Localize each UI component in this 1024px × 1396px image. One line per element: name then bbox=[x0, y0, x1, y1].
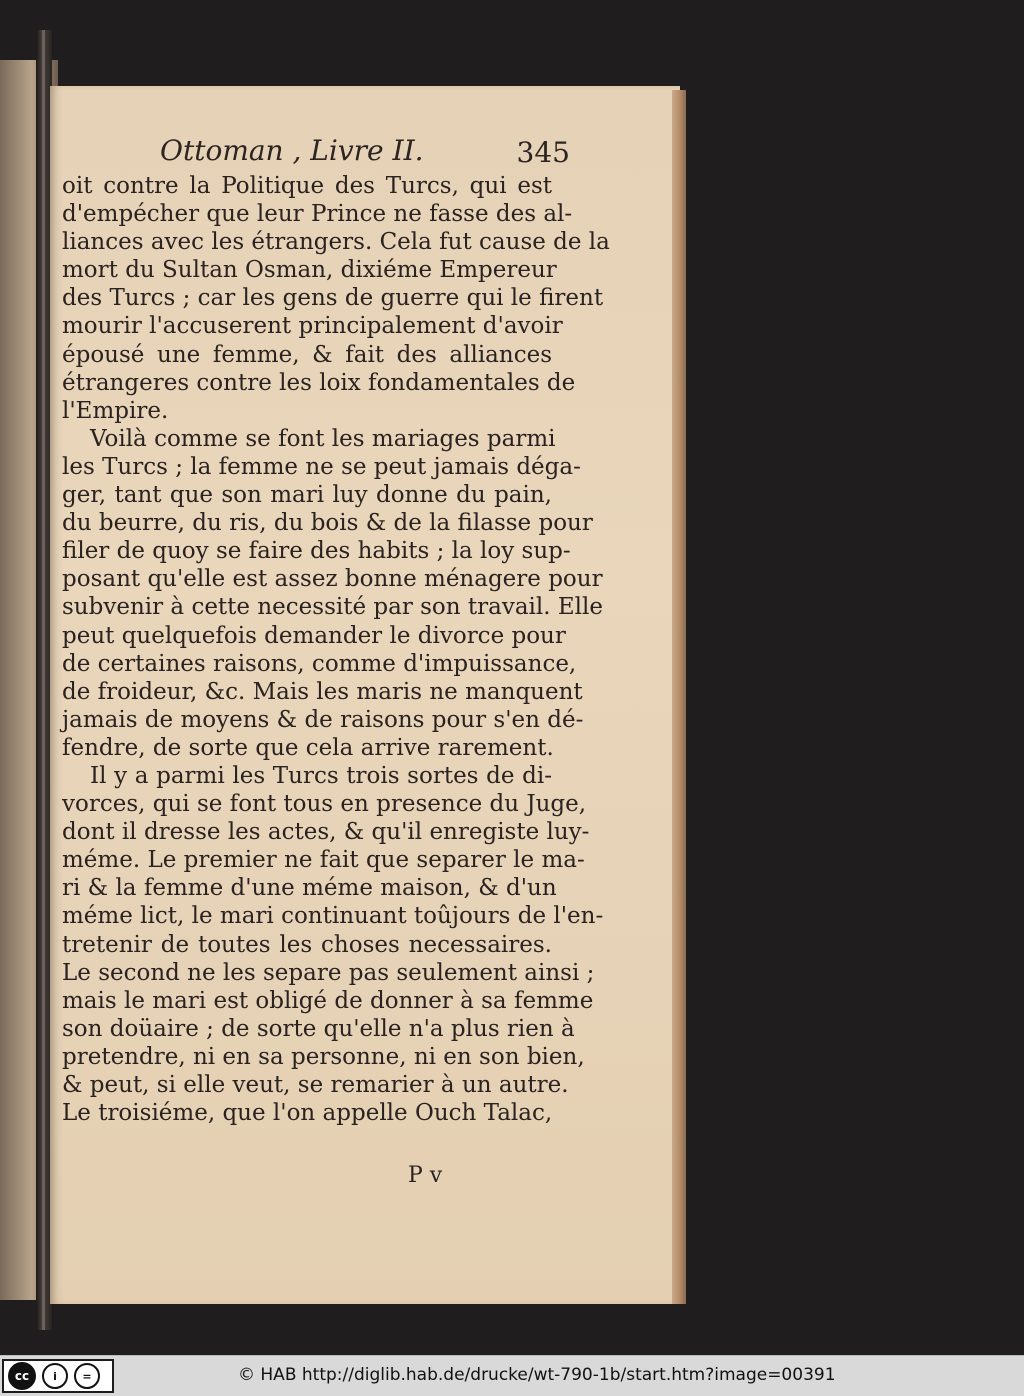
text-line: de froideur, &c. Mais les maris ne manquent bbox=[62, 678, 583, 705]
text-line: des Turcs ; car les gens de guerre qui le firent bbox=[62, 285, 604, 312]
text-line: mourir l'accuserent principalement d'avoir bbox=[62, 313, 563, 340]
text-line: ri & la femme d'une méme maison, & d'un bbox=[62, 875, 557, 902]
text-line: l'Empire. bbox=[62, 397, 169, 424]
text-line: oit contre la Politique des Turcs, qui est bbox=[62, 173, 552, 199]
text-line: vorces, qui se font tous en presence du Juge, bbox=[62, 791, 587, 818]
text-line: Le troisiéme, que l'on appelle Ouch Talac, bbox=[62, 1100, 553, 1127]
text-line: méme. Le premier ne fait que separer le ma- bbox=[62, 847, 585, 874]
cc-icon: cc bbox=[8, 1362, 36, 1390]
text-line: du beurre, du ris, du bois & de la filasse pour bbox=[62, 510, 593, 537]
signature-mark: P v bbox=[408, 1163, 443, 1188]
text-line: ger, tant que son mari luy donne du pain, bbox=[62, 482, 552, 509]
text-line: peut quelquefois demander le divorce pour bbox=[62, 622, 566, 649]
copyright-link[interactable]: © HAB http://diglib.hab.de/drucke/wt-790-1b/start.htm?image=00391 bbox=[238, 1365, 836, 1385]
text-line: fendre, de sorte que cela arrive rarement. bbox=[62, 734, 554, 761]
text-line: son doüaire ; de sorte qu'elle n'a plus rien à bbox=[62, 1015, 575, 1042]
text-line: les Turcs ; la femme ne se peut jamais déga- bbox=[62, 453, 581, 480]
attribution-icon: i bbox=[42, 1363, 68, 1389]
text-line: d'empécher que leur Prince ne fasse des al- bbox=[62, 201, 573, 228]
text-line: jamais de moyens & de raisons pour s'en dé- bbox=[62, 706, 584, 733]
page-text bbox=[62, 172, 610, 1127]
text-line: posant qu'elle est assez bonne ménagere pour bbox=[62, 566, 603, 593]
text-line: liances avec les étrangers. Cela fut cause de la bbox=[62, 229, 610, 256]
text-line: & peut, si elle veut, se remarier à un autre. bbox=[62, 1072, 569, 1098]
text-line: pretendre, ni en sa personne, ni en son bien, bbox=[62, 1043, 585, 1070]
text-line: subvenir à cette necessité par son travail. Elle bbox=[62, 594, 604, 621]
text-line: étrangeres contre les loix fondamentales de bbox=[62, 369, 576, 396]
text-line: mort du Sultan Osman, dixiéme Empereur bbox=[62, 257, 557, 284]
share-alike-icon: = bbox=[74, 1363, 100, 1389]
text-line: dont il dresse les actes, & qu'il enregiste luy- bbox=[62, 819, 590, 846]
running-title: Ottoman , Livre II. bbox=[160, 134, 424, 167]
text-line: mais le mari est obligé de donner à sa femme bbox=[62, 987, 594, 1014]
text-line: épousé une femme, & fait des alliances bbox=[62, 341, 552, 368]
text-line: de certaines raisons, comme d'impuissance, bbox=[62, 650, 577, 677]
text-line: filer de quoy se faire des habits ; la loy sup- bbox=[62, 538, 571, 565]
text-line: méme lict, le mari continuant toûjours de l'en- bbox=[62, 903, 604, 930]
text-line: tretenir de toutes les choses necessaires. bbox=[62, 931, 552, 958]
page-edge bbox=[672, 90, 686, 1304]
text-line: Voilà comme se font les mariages parmi bbox=[90, 425, 556, 452]
cc-license-badge[interactable] bbox=[2, 1359, 114, 1393]
page-header bbox=[160, 134, 580, 174]
page-number: 345 bbox=[516, 136, 570, 169]
text-line: Il y a parmi les Turcs trois sortes de di- bbox=[90, 762, 552, 789]
footer-bar bbox=[0, 1355, 1024, 1396]
text-line: Le second ne les separe pas seulement ainsi ; bbox=[62, 959, 595, 986]
